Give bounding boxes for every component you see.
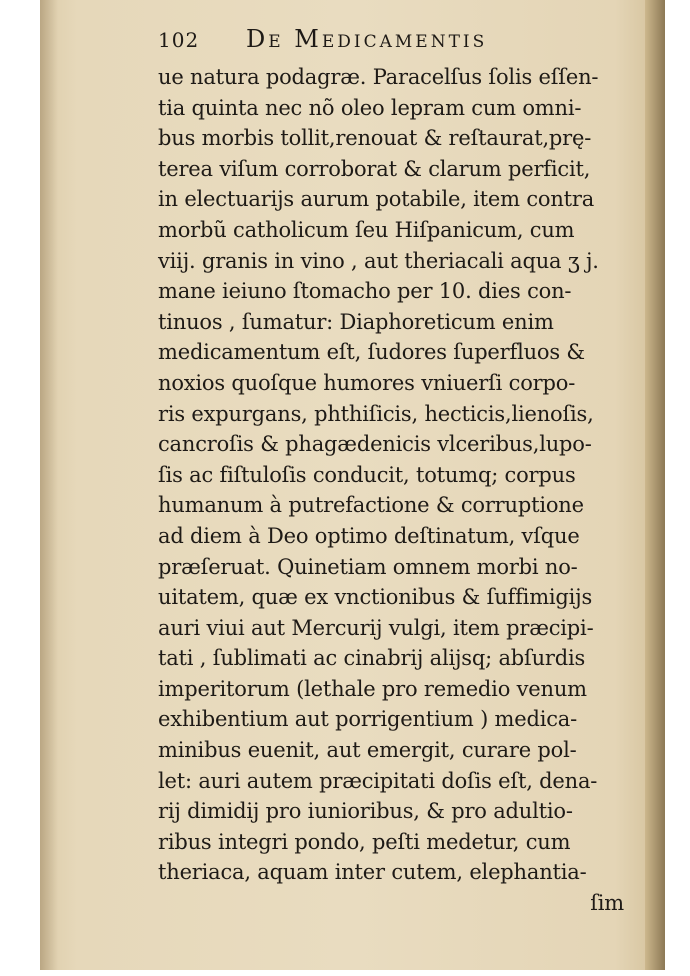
body-text: [158, 62, 628, 919]
text-line: noxios quoſque humores vniuerſi corpo-: [158, 370, 576, 395]
text-line: ſis ac fiſtuloſis conducit, totumq; corpus: [158, 462, 576, 487]
page-number: 102: [158, 28, 200, 52]
running-head: [158, 22, 628, 62]
text-line: bus morbis tollit,renouat & reſtaurat,prę-: [158, 126, 592, 151]
text-line: auri viui aut Mercurij vulgi, item præcipi-: [158, 615, 594, 640]
text-line: rij dimidij pro iunioribus, & pro adultio-: [158, 799, 573, 824]
text-line: tia quinta nec nõ oleo lepram cum omni-: [158, 95, 582, 120]
text-line: imperitorum (lethale pro remedio venum: [158, 676, 587, 701]
text-line: morbũ catholicum ſeu Hiſpanicum, cum: [158, 217, 575, 242]
text-line: let: auri autem præcipitati doſis eſt, dena-: [158, 768, 598, 793]
text-line: ad diem à Deo optimo deſtinatum, vſque: [158, 523, 580, 548]
text-line: terea viſum corroborat & clarum perficit,: [158, 156, 591, 181]
text-line: medicamentum eſt, ſudores ſuperfluos &: [158, 340, 585, 365]
text-line: in electuarijs aurum potabile, item contra: [158, 187, 595, 212]
text-line: tinuos , ſumatur: Diaphoreticum enim: [158, 309, 554, 334]
page-edge: [645, 0, 665, 970]
spine-shadow: [40, 0, 58, 970]
text-line: mane ieiuno ſtomacho per 10. dies con-: [158, 279, 572, 304]
text-line: theriaca, aquam inter cutem, elephantia-: [158, 860, 587, 885]
running-title: De Medicamentis: [246, 25, 488, 53]
text-line: præſeruat. Quinetiam omnem morbi no-: [158, 554, 578, 579]
text-line: humanum à putrefactione & corruptione: [158, 493, 584, 518]
text-line: cancroſis & phagædenicis vlceribus,lupo-: [158, 432, 592, 457]
text-line: ue natura podagræ. Paracelſus ſolis eſſen-: [158, 65, 599, 89]
catchword: ſim: [590, 891, 624, 916]
text-line: minibus euenit, aut emergit, curare pol-: [158, 738, 577, 763]
text-line: uitatem, quæ ex vnctionibus & ſuffimigijs: [158, 585, 593, 610]
text-block: [158, 22, 628, 919]
text-line: ris expurgans, phthiſicis, hecticis,lienoſis,: [158, 401, 594, 426]
text-line: viij. granis in vino , aut theriacali aqua ʒ j.: [158, 248, 599, 273]
text-line: ribus integri pondo, peſti medetur, cum: [158, 829, 571, 854]
text-line: tati , ſublimati ac cinabrij alijsq; abſurdis: [158, 646, 586, 671]
text-line: exhibentium aut porrigentium ) medica-: [158, 707, 578, 732]
